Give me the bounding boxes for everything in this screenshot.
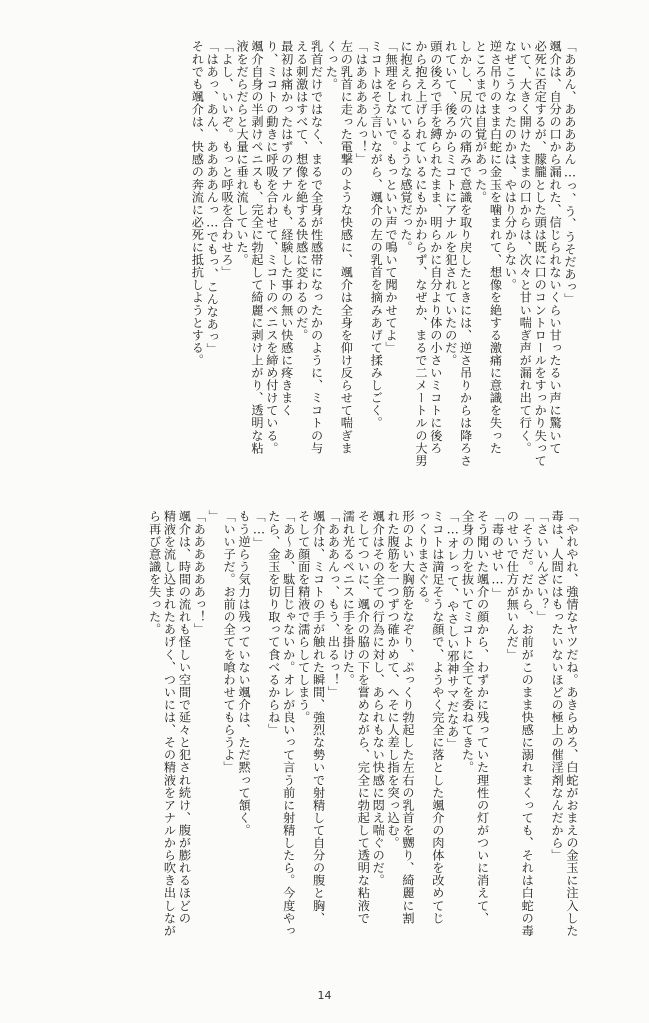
- text-line: 「…」: [251, 510, 266, 550]
- text-line: 最初は痛かったはずのアナルも、経験した事の無い快感に疼きまく: [279, 40, 294, 417]
- text-line: 颯介はその全ての行為に対し、あられもない快感に悶え喘ぐのだ。: [371, 510, 386, 887]
- text-line: 「はあっ、あん、ああああんっ…でもっ、こんなあっ」: [205, 40, 220, 356]
- text-line: ミコトはそう言いながら、颯介の左の乳首を摘みあげて揉みしごく。: [369, 40, 384, 430]
- text-line: 全身の力を抜いてミコトに全てを委ねてきた。: [460, 510, 475, 774]
- text-line: くった。: [324, 40, 339, 91]
- text-line: 「いい子だ。お前の全てを喰わせてもらうよ」: [222, 510, 237, 774]
- text-line: なぜこうなったのかは、やはり分からない。: [503, 40, 518, 291]
- text-line: そう聞いた颯介の顔から、わずかに残っていた理性の灯がついに消えて、: [475, 510, 490, 925]
- text-line: それでも颯介は、快感の奔流に必死に抵抗しようとする。: [190, 40, 205, 367]
- text-line: 「…オレって、やさしい邪神サマだなあ」: [445, 510, 460, 751]
- text-line: 液をだらだらと大量に垂れ流していた。: [235, 40, 250, 266]
- text-line: 「毒のせい…」: [490, 510, 505, 600]
- text-line: れていて、後ろからミコトにアナルを犯されていたのだ。: [443, 40, 458, 367]
- text-line: いて、大きく開けたままの口からは、次々と甘い喘ぎ声が漏れ出て行く。: [518, 40, 533, 455]
- text-line: 乳首だけではなく、まるで全身が性感帯になったかのように、ミコトの与: [309, 40, 324, 455]
- text-line: 「無理をしないで。もっといい声で鳴いて聞かせてよ」: [384, 40, 399, 354]
- text-line: っくりまさぐる。: [415, 510, 430, 611]
- text-line: 「やれやれ、強情なヤツだね。あきらめろ、白蛇がおまえの金玉に注入した: [565, 510, 579, 937]
- text-line: 「あああんっ、もう、出るっ！」: [326, 510, 341, 699]
- text-line: に抱えられているような感覚だった。: [399, 40, 414, 254]
- text-line: のせいで仕方が無いんだ」: [505, 510, 520, 661]
- text-line: 必死に否定するが、朦朧とした頭は既に口のコントロールをすっかり失って: [533, 40, 548, 467]
- text-line: から抱え上げられているにもかかわらず、なぜか、まるで二メートルの大男: [413, 40, 428, 467]
- text-line: 「よし、いいぞ。もっと呼吸を合わせろ」: [220, 40, 235, 279]
- text-line: 「はああああんっ！」: [354, 40, 369, 166]
- text-line: 逆さ吊りのまま白蛇に金玉を噛まれて、想像を絶する激痛に意識を失った: [488, 40, 503, 455]
- text-line: ミコトは満足そうな顔で、ようやく完全に落とした颯介の肉体を改めてじ: [430, 510, 445, 925]
- text-line: 」: [207, 510, 222, 523]
- text-line: 左の乳首に走った電撃のような快感に、颯介は全身を仰け反らせて喘ぎま: [339, 40, 354, 455]
- text-line: 「ああん、ああああん…っ、う、うそだあっ」: [563, 40, 577, 306]
- text-line: える刺激はすべて、想像を絶する快感に変わるのだ。: [294, 40, 309, 342]
- text-line: 颯介自身の半剥けペニスも、完全に勃起して綺麗に剥け上がり、透明な粘: [249, 40, 264, 455]
- text-line: しかし、尻の穴の痛みで意識を取り戻したときには、逆さ吊りからは降ろさ: [458, 40, 473, 467]
- text-line: ところまでは自覚があった。: [473, 40, 488, 204]
- text-line: 形のよい大胸筋をなぞり、ぷっくり勃起した左右の乳首を嬲り、綺麗に割: [401, 510, 416, 925]
- text-line: 颯介は、時間の流れも怪しい空間で延々と犯され続け、腹が膨れるほどの: [177, 510, 192, 925]
- text-line: ら再び意識を失った。: [147, 510, 162, 636]
- page-number: 14: [317, 989, 332, 1002]
- text-line: 頭の後ろで手を縛られたまま、明らかに自分より体の小さいミコトに後ろ: [428, 40, 443, 455]
- text-line: り、ミコトの動きに呼吸を合わせて、ミコトのペニスを締め付けている。: [264, 40, 279, 455]
- text-column-lower: [79, 510, 579, 965]
- text-column-upper: [77, 40, 577, 490]
- text-line: 颯介は、自分の口から漏れた、信じられないくらい甘ったるい声に驚いて: [548, 40, 563, 455]
- text-line: 「さいいんざい？」: [535, 510, 550, 623]
- text-line: 「あ〜あ、駄目じゃないか。オレが良いって言う前に射精したら。今度やっ: [281, 510, 296, 937]
- text-line: 「ああああああっ！」: [192, 510, 207, 636]
- text-line: 毒は、人間にはもったいないほどの極上の催淫剤なんだから」: [550, 510, 565, 862]
- text-line: 「そうだ。だから、お前がこのまま快感に溺れまくっても、それは白蛇の毒: [520, 510, 535, 937]
- text-line: そして顔面を精液で濡らしてしまう。: [296, 510, 311, 724]
- text-line: たら、金玉を切り取って食べるからね」: [266, 510, 281, 736]
- text-line: れた腹筋を一つずつ確かめて、へそに人差し指を突っ込む。: [386, 510, 401, 849]
- text-line: そしてついに、颯介の脇の下を嘗めながら、完全に勃起して透明な粘液で: [356, 510, 371, 925]
- text-line: もう逆らう気力は残っていない颯介は、ただ黙って頷く。: [237, 510, 252, 837]
- text-line: 精液を流し込まれたあげく、ついには、その精液をアナルから吹き出しなが: [162, 510, 177, 937]
- text-line: 濡れ光るペニスに手を掛けた。: [341, 510, 356, 686]
- text-line: 颯介は、ミコトの手が触れた瞬間、強烈な勢いで射精して自分の腹と胸、: [311, 510, 326, 925]
